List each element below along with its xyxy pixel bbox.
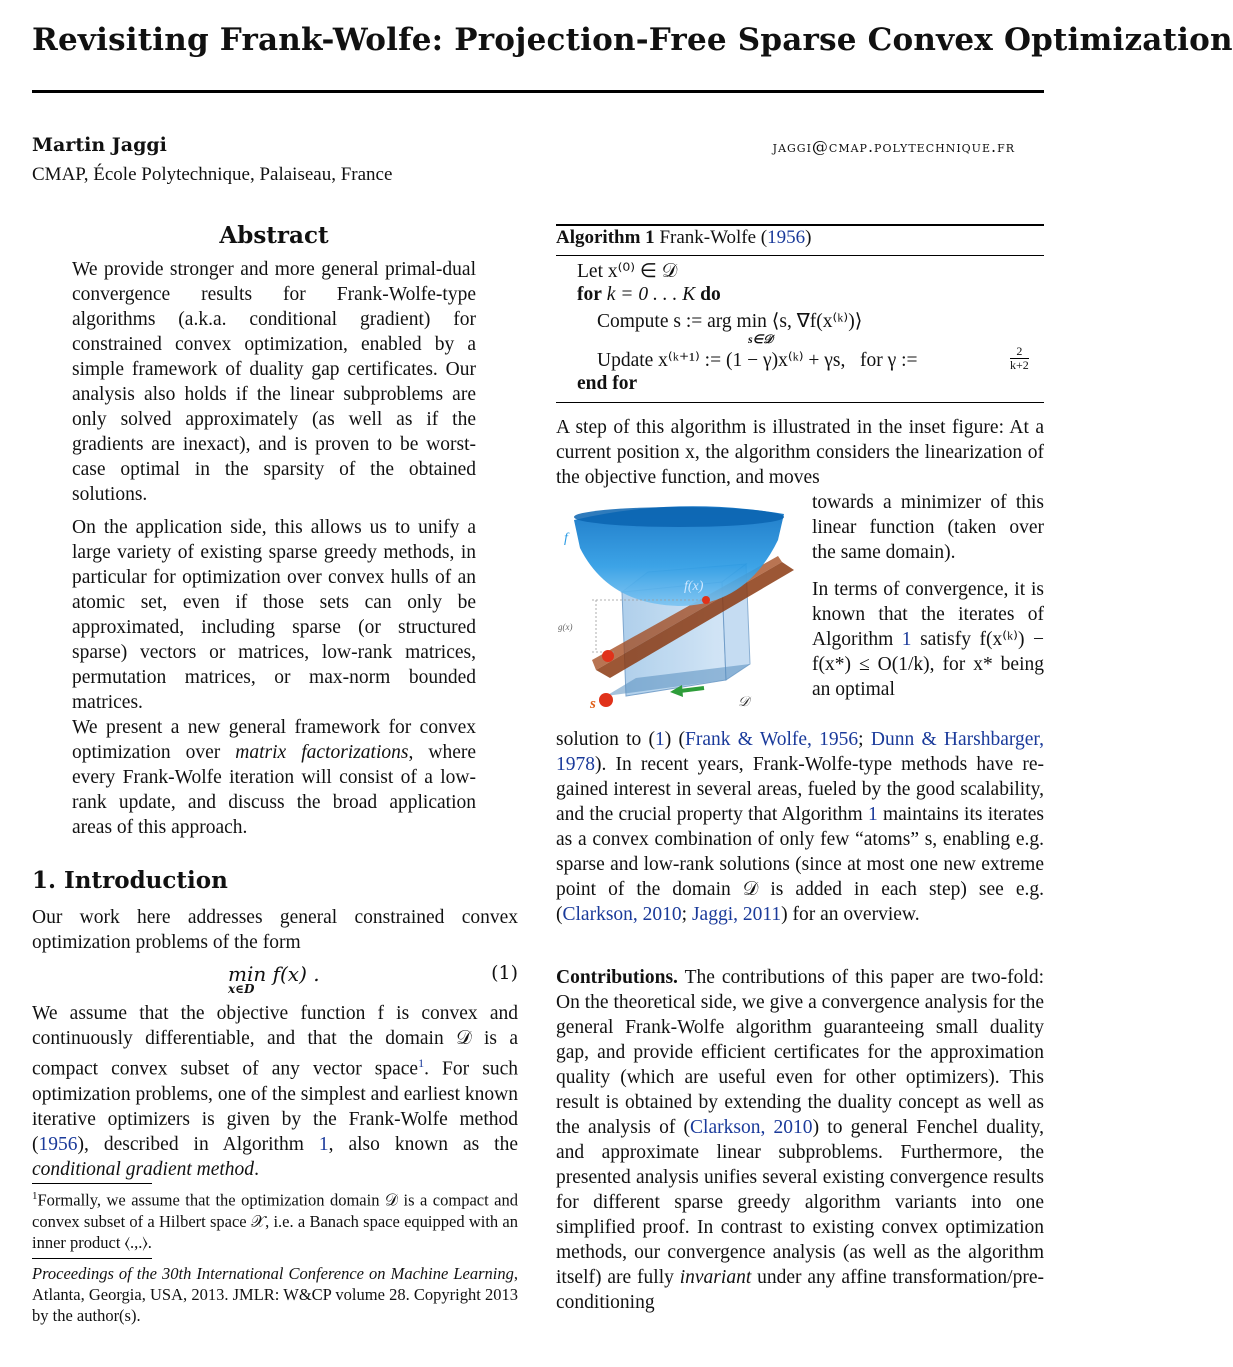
algorithm-line: end for <box>577 373 638 394</box>
algorithm-line: for k = 0 . . . K do <box>577 284 721 305</box>
algorithm-line: Let x⁽⁰⁾ ∈ 𝒟 <box>577 261 678 282</box>
intro-paragraph: We assume that the objective function f is convex and continuously differentiable, and that the domain 𝒟 is a compact convex subset of any vector space$^1$. For such optimization problems, one of the simplest and earliest known iterative optimizers is given by the Frank-Wolfe method (1956), described in Algorithm 1, also known as the conditional gradient method. <box>32 1003 518 1180</box>
algorithm-caption: Algorithm 1 Frank-Wolfe (1956) <box>556 227 812 248</box>
equation-number: (1) <box>491 962 518 984</box>
title-rule <box>32 90 1044 93</box>
linearization-point <box>602 650 614 662</box>
footnote-rule <box>32 1183 152 1184</box>
wrapped-text: towards a minimizer of this linear function (taken over the same domain). <box>812 492 1044 563</box>
algorithm-link[interactable]: 1 <box>318 1133 329 1155</box>
algorithm-top-rule <box>556 224 1044 226</box>
wrapped-text: In terms of convergence, it is known that the iterates of Algorithm 1 satisfy f(x⁽ᵏ⁾) − f(x*) ≤ O(1/k), for x* being an optimal <box>812 579 1044 700</box>
abstract-paragraph: We provide stronger and more general primal-dual convergence results for Frank-Wolfe-type algorithms (a.k.a. conditional gradient) for constrained convex optimization, enabled by a simple framework of duality gap certificates. Our analysis also holds if the linear subproblems are only solved approximately (as well as if the gradients are inexact), and is proven to be worst-case optimal in the sparsity of the obtained solutions. <box>72 259 476 505</box>
inset-figure <box>556 500 808 712</box>
algorithm-line: Compute s := arg min ⟨s, ∇f(x⁽ᵏ⁾)⟩ <box>597 311 863 332</box>
body-paragraph: A step of this algorithm is illustrated in the inset figure: At a current position x, the algorithm considers the linearization of the objective function, and moves <box>556 417 1044 488</box>
algorithm-link[interactable]: 1 <box>901 629 912 650</box>
citation-link[interactable]: 1956 <box>767 227 806 248</box>
proceedings-rule <box>32 1258 152 1259</box>
algorithm-fraction: 2 k+2 <box>1010 344 1029 372</box>
body-paragraph: solution to (1) (Frank & Wolfe, 1956; Dunn & Harshbarger, 1978). In recent years, Frank-Wolfe-type methods have re-gained interest in several areas, fueled by the good scalability, and the crucial property that Algorithm 1 maintains its iterates as a convex combination of only few “atoms” s, enabling e.g. sparse and low-rank solutions (since at most one new extreme point of the domain 𝒟 is added in each step) see e.g. (Clarkson, 2010; Jaggi, 2011) for an overview. <box>556 729 1044 925</box>
paper-title: Revisiting Frank-Wolfe: Projection-Free Sparse Convex Optimization <box>32 22 1233 58</box>
citation-link[interactable]: Jaggi, 2011 <box>691 904 782 925</box>
section-heading-introduction: 1. Introduction <box>32 867 228 894</box>
equation-link[interactable]: 1 <box>655 729 665 750</box>
label-fx: f(x) <box>684 579 704 594</box>
author-email[interactable]: jaggi@cmap.polytechnique.fr <box>772 137 1015 156</box>
citation-link[interactable]: 1956 <box>38 1133 78 1155</box>
footnote: $^1$Formally, we assume that the optimization domain 𝒟 is a compact and convex subset of a Hilbert space 𝒳, i.e. a Banach space equipped with an inner product ⟨.,.⟩. <box>32 1190 518 1252</box>
abstract-body <box>72 257 476 848</box>
algorithm-link[interactable]: 1 <box>867 804 878 825</box>
current-point-fx <box>702 596 710 604</box>
abstract-paragraph: On the application side, this allows us to unify a large variety of existing sparse greedy methods, in particular for optimization over convex hulls of an atomic set, even if those sets can only be approximated, including sparse (or structured sparse) vectors or matrices, low-rank matrices, permutation matrices, or max-norm bounded matrices. <box>72 517 476 713</box>
label-s: s <box>590 696 596 712</box>
citation-link[interactable]: Clarkson, 2010 <box>562 904 682 925</box>
algorithm-line: Update x⁽ᵏ⁺¹⁾ := (1 − γ)x⁽ᵏ⁾ + γs, for γ := <box>597 350 918 371</box>
citation-link[interactable]: Clarkson, 2010 <box>690 1117 813 1138</box>
proceedings-note: Proceedings of the 30th International Conference on Machine Learning, Atlanta, Georgia, USA, 2013. JMLR: W&CP volume 28. Copyright 2013 by the author(s). <box>32 1264 518 1325</box>
label-gx: g(x) <box>558 622 573 632</box>
equation-body: min f(x) . <box>228 962 320 986</box>
author-name: Martin Jaggi <box>32 134 167 156</box>
intro-paragraph: Our work here addresses general constrained convex optimization problems of the form <box>32 907 518 953</box>
citation-link[interactable]: Dunn & Harshbarger, 1978 <box>556 729 1044 775</box>
abstract-heading: Abstract <box>219 222 329 249</box>
algorithm-bottom-rule <box>556 402 1044 403</box>
author-affiliation: CMAP, École Polytechnique, Palaiseau, France <box>32 164 393 185</box>
contributions-heading: Contributions. <box>556 967 678 988</box>
equation-subscript: x∈D <box>228 982 255 996</box>
label-domain: 𝒟 <box>738 695 750 710</box>
point-s <box>599 693 613 707</box>
frank-wolfe-illustration <box>556 500 808 712</box>
label-x: x <box>710 683 717 698</box>
abstract-paragraph: We present a new general framework for convex optimization over matrix factorizations, where every Frank-Wolfe iteration will consist of a low-rank update, and discuss the broad application areas of this approach. <box>72 717 477 838</box>
contributions-paragraph: Contributions. The contributions of this paper are two-fold: On the theoretical side, we give a convergence analysis for the general Frank-Wolfe algorithm guaranteeing small duality gap, and provide efficient certificates for the approximation quality (which are useful even for other optimizers). This result is obtained by extending the duality concept as well as the analysis of (Clarkson, 2010) to general Fenchel duality, and approximate linear subproblems. Furthermore, the presented analysis unifies several existing convergence results for different sparse greedy algorithm variants into one simplified proof. In contrast to existing convex optimization methods, our convergence analysis (as well as the algorithm itself) are fully invariant under any affine transformation/pre-conditioning <box>556 967 1044 1313</box>
citation-link[interactable]: Frank & Wolfe, 1956 <box>685 729 859 750</box>
footnote-link[interactable]: 1 <box>418 1056 425 1070</box>
algorithm-mid-rule <box>556 255 1044 256</box>
label-f: f <box>564 531 568 546</box>
algorithm-subscript: s∈𝒟 <box>748 332 773 346</box>
equation-1 <box>32 962 518 996</box>
